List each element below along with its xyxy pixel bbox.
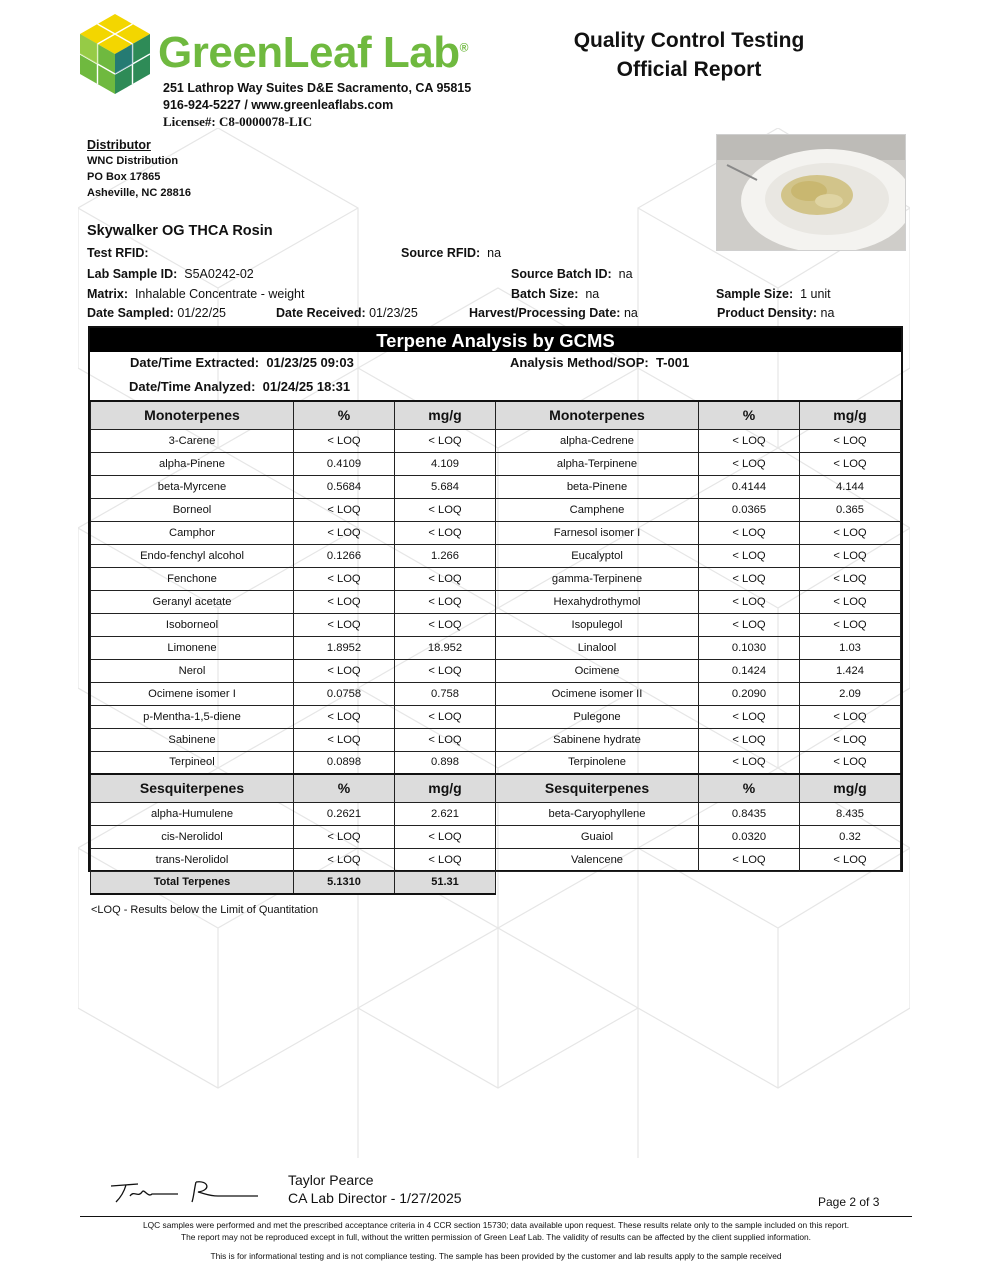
compound-name: Eucalyptol: [496, 544, 699, 567]
compound-percent: < LOQ: [294, 659, 395, 682]
harvest-date: Harvest/Processing Date: na: [469, 306, 638, 320]
compound-percent: 0.0898: [294, 751, 395, 774]
compound-mg: 5.684: [395, 475, 496, 498]
lab-sample-id: Lab Sample ID: S5A0242-02: [87, 267, 254, 281]
distributor-block: [87, 137, 191, 201]
table-row: [496, 613, 901, 636]
compound-mg: < LOQ: [800, 613, 901, 636]
compound-percent: 0.5684: [294, 475, 395, 498]
compound-mg: < LOQ: [395, 728, 496, 751]
table-row: [496, 636, 901, 659]
table-row: [496, 705, 901, 728]
table-row: [91, 728, 496, 751]
compound-percent: < LOQ: [699, 452, 800, 475]
product-density: Product Density: na: [717, 306, 835, 320]
compound-name: Camphene: [496, 498, 699, 521]
distributor-address2: Asheville, NC 28816: [87, 187, 191, 199]
disclaimer-line-1: LQC samples were performed and met the prescribed acceptance criteria in 4 CCR section 15730; data available upon request. These results relate only to the sample included on this report.: [142, 1220, 850, 1230]
date-extracted: Date/Time Extracted: 01/23/25 09:03: [130, 355, 354, 370]
column-header-mg: mg/g: [800, 774, 901, 802]
lab-address: 251 Lathrop Way Suites D&E Sacramento, CA 95815: [163, 81, 472, 95]
compound-percent: 0.1030: [699, 636, 800, 659]
table-row: [496, 728, 901, 751]
compound-mg: < LOQ: [800, 728, 901, 751]
compound-name: Isoborneol: [91, 613, 294, 636]
table-header-row: [496, 401, 901, 429]
date-sampled: Date Sampled: 01/22/25: [87, 306, 226, 320]
table-row: [496, 567, 901, 590]
compound-mg: < LOQ: [800, 567, 901, 590]
compound-percent: < LOQ: [699, 544, 800, 567]
compound-percent: < LOQ: [294, 498, 395, 521]
compound-percent: < LOQ: [294, 848, 395, 871]
compound-percent: < LOQ: [699, 751, 800, 774]
table-row: [496, 590, 901, 613]
disclaimer-line-3: This is for informational testing and is not compliance testing. The sample has been provided by the customer and lab results apply to the sample received: [210, 1251, 782, 1261]
compound-name: Terpinolene: [496, 751, 699, 774]
compound-name: Camphor: [91, 521, 294, 544]
compound-percent: < LOQ: [294, 429, 395, 452]
compound-name: beta-Caryophyllene: [496, 802, 699, 825]
compound-name: Valencene: [496, 848, 699, 871]
table-row: [91, 705, 496, 728]
column-header-name: Sesquiterpenes: [496, 774, 699, 802]
compound-percent: 0.2621: [294, 802, 395, 825]
compound-name: Endo-fenchyl alcohol: [91, 544, 294, 567]
lab-license: License#: C8-0000078-LIC: [163, 114, 313, 129]
compound-name: beta-Myrcene: [91, 475, 294, 498]
column-header-percent: %: [294, 774, 395, 802]
total-label: Total Terpenes: [91, 871, 294, 894]
table-row: [496, 659, 901, 682]
column-header-mg: mg/g: [395, 401, 496, 429]
total-terpenes-row: [91, 871, 496, 894]
column-header-name: Monoterpenes: [91, 401, 294, 429]
compound-percent: 0.1424: [699, 659, 800, 682]
report-title: Quality Control Testing Official Report: [573, 29, 805, 81]
compound-percent: < LOQ: [294, 567, 395, 590]
compound-mg: < LOQ: [800, 751, 901, 774]
table-row: [91, 802, 496, 825]
compound-name: Limonene: [91, 636, 294, 659]
compound-percent: < LOQ: [699, 429, 800, 452]
compound-percent: < LOQ: [699, 613, 800, 636]
compound-name: alpha-Pinene: [91, 452, 294, 475]
compound-mg: 0.758: [395, 682, 496, 705]
compound-percent: 0.8435: [699, 802, 800, 825]
column-header-percent: %: [699, 401, 800, 429]
table-row: [91, 613, 496, 636]
compound-percent: < LOQ: [294, 613, 395, 636]
compound-name: Ocimene isomer II: [496, 682, 699, 705]
table-header-row: [496, 774, 901, 802]
compound-mg: 0.365: [800, 498, 901, 521]
compound-percent: 0.4109: [294, 452, 395, 475]
compound-name: Ocimene: [496, 659, 699, 682]
distributor-name: WNC Distribution: [87, 155, 179, 167]
analysis-method: Analysis Method/SOP: T-001: [510, 355, 690, 370]
compound-name: alpha-Terpinene: [496, 452, 699, 475]
compound-percent: < LOQ: [294, 825, 395, 848]
compound-name: Hexahydrothymol: [496, 590, 699, 613]
compound-name: cis-Nerolidol: [91, 825, 294, 848]
compound-percent: 0.0320: [699, 825, 800, 848]
compound-name: Sabinene: [91, 728, 294, 751]
compound-percent: 0.0758: [294, 682, 395, 705]
compound-name: Nerol: [91, 659, 294, 682]
batch-size: Batch Size: na: [511, 287, 600, 301]
compound-mg: < LOQ: [395, 705, 496, 728]
compound-name: Farnesol isomer I: [496, 521, 699, 544]
compound-percent: < LOQ: [294, 728, 395, 751]
date-analyzed: Date/Time Analyzed: 01/24/25 18:31: [129, 379, 351, 394]
compound-name: beta-Pinene: [496, 475, 699, 498]
compound-percent: 1.8952: [294, 636, 395, 659]
table-row: [496, 825, 901, 848]
table-row: [496, 521, 901, 544]
page-number: Page 2 of 3: [818, 1195, 880, 1209]
distributor-address1: PO Box 17865: [87, 171, 161, 183]
table-row: [496, 498, 901, 521]
table-row: [91, 567, 496, 590]
compound-mg: 8.435: [800, 802, 901, 825]
compound-name: Isopulegol: [496, 613, 699, 636]
compound-name: Terpineol: [91, 751, 294, 774]
distributor-title: Distributor: [87, 138, 151, 152]
compound-mg: < LOQ: [395, 825, 496, 848]
compound-mg: < LOQ: [800, 848, 901, 871]
compound-mg: 1.424: [800, 659, 901, 682]
compound-percent: 0.0365: [699, 498, 800, 521]
compound-percent: < LOQ: [699, 521, 800, 544]
compound-mg: 0.898: [395, 751, 496, 774]
compound-name: Borneol: [91, 498, 294, 521]
compound-mg: 4.144: [800, 475, 901, 498]
table-row: [91, 825, 496, 848]
table-row: [91, 751, 496, 774]
table-row: [91, 544, 496, 567]
terpene-table-right: [495, 400, 901, 872]
table-row: [91, 659, 496, 682]
compound-mg: < LOQ: [800, 544, 901, 567]
table-row: [496, 751, 901, 774]
compound-mg: 0.32: [800, 825, 901, 848]
table-header-row: [91, 774, 496, 802]
compound-mg: < LOQ: [800, 521, 901, 544]
compound-percent: < LOQ: [699, 590, 800, 613]
compound-mg: 2.09: [800, 682, 901, 705]
compound-name: alpha-Cedrene: [496, 429, 699, 452]
column-header-percent: %: [699, 774, 800, 802]
compound-mg: < LOQ: [395, 613, 496, 636]
table-row: [91, 682, 496, 705]
column-header-mg: mg/g: [395, 774, 496, 802]
compound-percent: 0.2090: [699, 682, 800, 705]
compound-mg: 1.03: [800, 636, 901, 659]
compound-name: Pulegone: [496, 705, 699, 728]
table-row: [496, 802, 901, 825]
compound-mg: 2.621: [395, 802, 496, 825]
compound-name: Linalool: [496, 636, 699, 659]
sample-photo: [716, 134, 906, 251]
compound-mg: < LOQ: [395, 590, 496, 613]
compound-mg: < LOQ: [395, 659, 496, 682]
table-row: [91, 848, 496, 871]
compound-mg: < LOQ: [395, 498, 496, 521]
compound-mg: < LOQ: [395, 429, 496, 452]
table-row: [91, 498, 496, 521]
table-row: [496, 848, 901, 871]
total-percent: 5.1310: [294, 871, 395, 894]
table-row: [496, 429, 901, 452]
table-row: [91, 429, 496, 452]
compound-name: 3-Carene: [91, 429, 294, 452]
column-header-name: Monoterpenes: [496, 401, 699, 429]
column-header-mg: mg/g: [800, 401, 901, 429]
compound-percent: 0.4144: [699, 475, 800, 498]
footer-divider: [80, 1216, 912, 1217]
cube-logo-icon: [80, 14, 150, 94]
table-row: [91, 590, 496, 613]
test-rfid: Test RFID:: [87, 246, 149, 260]
compound-percent: < LOQ: [294, 705, 395, 728]
signature-image: [108, 1176, 263, 1206]
table-header-row: [91, 401, 496, 429]
column-header-percent: %: [294, 401, 395, 429]
compound-mg: 1.266: [395, 544, 496, 567]
compound-percent: 0.1266: [294, 544, 395, 567]
signer-title: CA Lab Director - 1/27/2025: [288, 1190, 462, 1206]
compound-percent: < LOQ: [699, 567, 800, 590]
compound-percent: < LOQ: [294, 521, 395, 544]
compound-mg: < LOQ: [395, 848, 496, 871]
product-name: Skywalker OG THCA Rosin: [87, 223, 273, 239]
table-row: [91, 475, 496, 498]
terpene-table-left: [90, 400, 496, 895]
compound-name: Geranyl acetate: [91, 590, 294, 613]
table-row: [91, 636, 496, 659]
compound-mg: < LOQ: [800, 590, 901, 613]
loq-note: <LOQ - Results below the Limit of Quantitation: [91, 904, 319, 916]
table-row: [496, 475, 901, 498]
table-row: [496, 682, 901, 705]
compound-percent: < LOQ: [699, 705, 800, 728]
compound-percent: < LOQ: [699, 728, 800, 751]
compound-name: gamma-Terpinene: [496, 567, 699, 590]
compound-mg: < LOQ: [395, 567, 496, 590]
logo-wordmark: GreenLeaf Lab®: [158, 28, 468, 77]
terpene-analysis-section: [88, 326, 903, 889]
compound-name: alpha-Humulene: [91, 802, 294, 825]
lab-contact: 916-924-5227 / www.greenleaflabs.com: [163, 98, 394, 112]
table-row: [496, 544, 901, 567]
compound-name: p-Mentha-1,5-diene: [91, 705, 294, 728]
source-rfid: Source RFID: na: [401, 246, 502, 260]
compound-name: Fenchone: [91, 567, 294, 590]
compound-percent: < LOQ: [699, 848, 800, 871]
compound-name: Guaiol: [496, 825, 699, 848]
column-header-name: Sesquiterpenes: [91, 774, 294, 802]
compound-name: trans-Nerolidol: [91, 848, 294, 871]
signer-name: Taylor Pearce: [288, 1172, 374, 1188]
date-received: Date Received: 01/23/25: [276, 306, 418, 320]
compound-mg: < LOQ: [800, 452, 901, 475]
compound-percent: < LOQ: [294, 590, 395, 613]
compound-mg: 4.109: [395, 452, 496, 475]
analysis-title: Terpene Analysis by GCMS: [90, 328, 901, 352]
compound-mg: < LOQ: [395, 521, 496, 544]
compound-mg: < LOQ: [800, 429, 901, 452]
disclaimer-line-2: The report may not be reproduced except in full, without the written permission of Green Leaf Lab. The validity of results can be affected by the client supplied information.: [180, 1232, 812, 1242]
sample-size: Sample Size: 1 unit: [716, 287, 831, 301]
table-row: [496, 452, 901, 475]
table-row: [91, 452, 496, 475]
total-mg: 51.31: [395, 871, 496, 894]
compound-mg: < LOQ: [800, 705, 901, 728]
compound-name: Ocimene isomer I: [91, 682, 294, 705]
compound-mg: 18.952: [395, 636, 496, 659]
source-batch-id: Source Batch ID: na: [511, 267, 633, 281]
matrix: Matrix: Inhalable Concentrate - weight: [87, 287, 305, 301]
table-row: [91, 521, 496, 544]
compound-name: Sabinene hydrate: [496, 728, 699, 751]
